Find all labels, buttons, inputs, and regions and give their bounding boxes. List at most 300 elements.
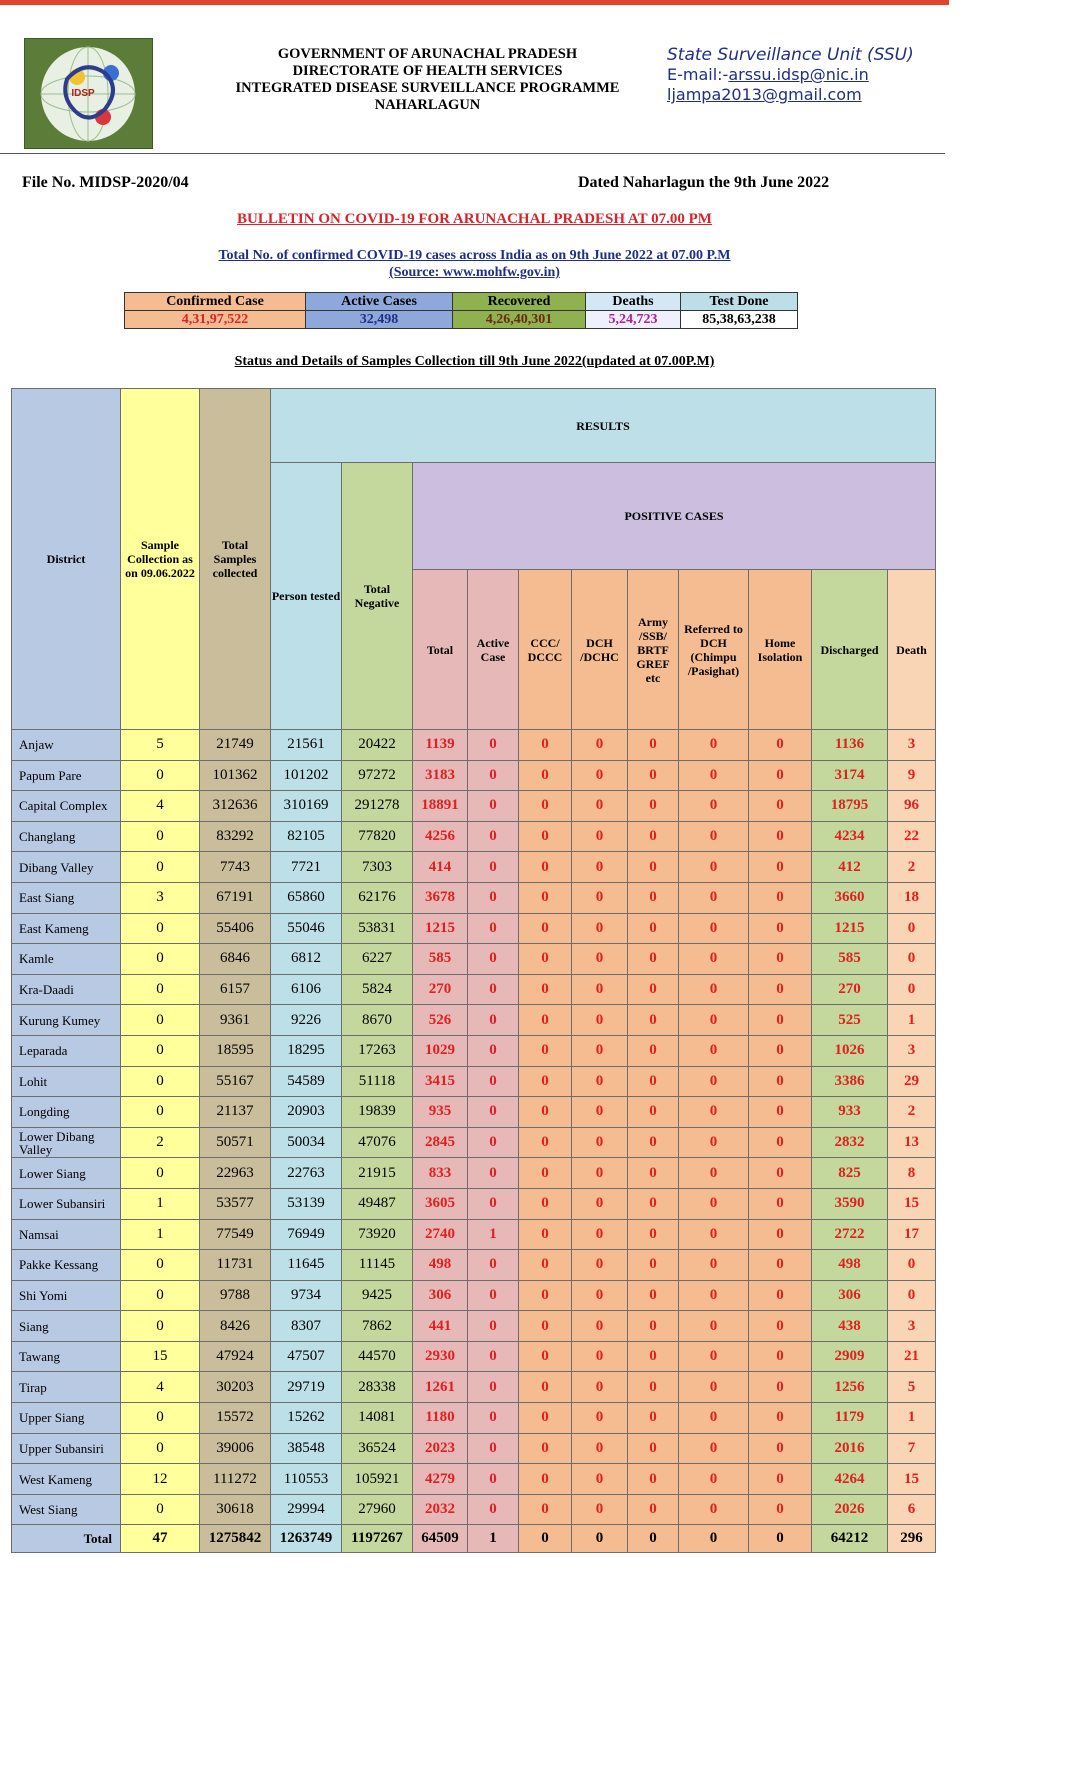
total-negative: 7862 [342, 1311, 413, 1342]
org-line: NAHARLAGUN [374, 97, 481, 113]
total-samples: 30203 [200, 1372, 271, 1403]
tests-header: Test Done [681, 293, 798, 311]
recovered-value: 4,26,40,301 [453, 311, 586, 329]
header-discharged: Discharged [812, 570, 888, 730]
referred-dch: 0 [679, 1494, 749, 1525]
dch-dchc: 0 [572, 852, 628, 883]
active-case: 1 [468, 1219, 519, 1250]
army-ssb: 0 [628, 1219, 679, 1250]
table-row [12, 1188, 936, 1219]
table-row [12, 1097, 936, 1128]
district-name: East Kameng [12, 913, 121, 944]
sample-collection: 1 [121, 1188, 200, 1219]
person-tested: 54589 [271, 1066, 342, 1097]
sample-collection: 0 [121, 974, 200, 1005]
header-results: RESULTS [271, 389, 936, 463]
table-row [12, 1311, 936, 1342]
discharged: 3386 [812, 1066, 888, 1097]
positive-total: 1215 [413, 913, 468, 944]
table-row [12, 1066, 936, 1097]
total-samples: 77549 [200, 1219, 271, 1250]
active-case: 0 [468, 1464, 519, 1495]
person-tested: 8307 [271, 1311, 342, 1342]
total-samples: 11731 [200, 1250, 271, 1281]
person-tested: 9734 [271, 1280, 342, 1311]
total-samples: 55406 [200, 913, 271, 944]
discharged: 3174 [812, 760, 888, 791]
death: 29 [888, 1066, 936, 1097]
ccc-dccc: 0 [519, 882, 572, 913]
army-ssb: 0 [628, 1403, 679, 1434]
dch-dchc: 0 [572, 1097, 628, 1128]
table-row [12, 821, 936, 852]
discharged: 525 [812, 1005, 888, 1036]
table-row [12, 1005, 936, 1036]
person-tested: 76949 [271, 1219, 342, 1250]
dch-dchc: 0 [572, 882, 628, 913]
active-case: 0 [468, 882, 519, 913]
ccc-dccc: 0 [519, 1097, 572, 1128]
army-ssb: 0 [628, 1494, 679, 1525]
table-row [12, 852, 936, 883]
total-samples: 9361 [200, 1005, 271, 1036]
district-name: Kurung Kumey [12, 1005, 121, 1036]
referred-dch: 0 [679, 913, 749, 944]
total-samples: 6846 [200, 944, 271, 975]
active-case: 0 [468, 1066, 519, 1097]
district-name: Tawang [12, 1341, 121, 1372]
discharged: 933 [812, 1097, 888, 1128]
death: 22 [888, 821, 936, 852]
person-tested: 47507 [271, 1341, 342, 1372]
total-negative: 51118 [342, 1066, 413, 1097]
dch-dchc: 0 [572, 1464, 628, 1495]
positive-total: 2740 [413, 1219, 468, 1250]
death: 3 [888, 1035, 936, 1066]
referred-dch: 0 [679, 944, 749, 975]
total-referred: 0 [679, 1525, 749, 1553]
file-number: File No. MIDSP-2020/04 [22, 174, 189, 191]
dch-dchc: 0 [572, 1433, 628, 1464]
sample-collection: 0 [121, 1005, 200, 1036]
district-name: Siang [12, 1311, 121, 1342]
dch-dchc: 0 [572, 1035, 628, 1066]
army-ssb: 0 [628, 1066, 679, 1097]
total-samples: 39006 [200, 1433, 271, 1464]
sample-collection: 4 [121, 791, 200, 822]
discharged: 1179 [812, 1403, 888, 1434]
india-source-link[interactable]: (Source: www.mohfw.gov.in) [389, 265, 560, 280]
total-sample: 47 [121, 1525, 200, 1553]
active-case: 0 [468, 1250, 519, 1281]
dated-line: Dated Naharlagun the 9th June 2022 [578, 174, 830, 191]
active-value: 32,498 [306, 311, 453, 329]
total-label: Total [12, 1525, 121, 1553]
referred-dch: 0 [679, 1035, 749, 1066]
death: 7 [888, 1433, 936, 1464]
recovered-header: Recovered [453, 293, 586, 311]
referred-dch: 0 [679, 760, 749, 791]
dch-dchc: 0 [572, 944, 628, 975]
ccc-dccc: 0 [519, 913, 572, 944]
sample-collection: 3 [121, 882, 200, 913]
dch-dchc: 0 [572, 1372, 628, 1403]
active-case: 0 [468, 944, 519, 975]
total-negative: 47076 [342, 1127, 413, 1158]
positive-total: 4256 [413, 821, 468, 852]
table-row [12, 913, 936, 944]
total-samples: 53577 [200, 1188, 271, 1219]
total-samples: 101362 [200, 760, 271, 791]
death: 0 [888, 1250, 936, 1281]
dch-dchc: 0 [572, 1005, 628, 1036]
discharged: 825 [812, 1158, 888, 1189]
header-dch-dchc: DCH /DCHC [572, 570, 628, 730]
total-army: 0 [628, 1525, 679, 1553]
sample-collection: 0 [121, 1035, 200, 1066]
total-samples: 9788 [200, 1280, 271, 1311]
active-case: 0 [468, 1494, 519, 1525]
dch-dchc: 0 [572, 730, 628, 761]
ccc-dccc: 0 [519, 1372, 572, 1403]
home-isolation: 0 [749, 974, 812, 1005]
home-isolation: 0 [749, 730, 812, 761]
home-isolation: 0 [749, 1403, 812, 1434]
army-ssb: 0 [628, 760, 679, 791]
person-tested: 53139 [271, 1188, 342, 1219]
district-name: Anjaw [12, 730, 121, 761]
active-case: 0 [468, 1127, 519, 1158]
person-tested: 22763 [271, 1158, 342, 1189]
total-dch: 0 [572, 1525, 628, 1553]
home-isolation: 0 [749, 852, 812, 883]
death: 5 [888, 1372, 936, 1403]
referred-dch: 0 [679, 1280, 749, 1311]
person-tested: 15262 [271, 1403, 342, 1434]
sample-collection: 2 [121, 1127, 200, 1158]
person-tested: 6812 [271, 944, 342, 975]
active-case: 0 [468, 1311, 519, 1342]
total-samples: 30618 [200, 1494, 271, 1525]
death: 0 [888, 944, 936, 975]
total-positive: 64509 [413, 1525, 468, 1553]
email-prefix: E-mail:- [667, 65, 729, 84]
total-samples: 55167 [200, 1066, 271, 1097]
sample-collection: 15 [121, 1341, 200, 1372]
discharged: 2909 [812, 1341, 888, 1372]
active-case: 0 [468, 1005, 519, 1036]
total-negative: 5824 [342, 974, 413, 1005]
dch-dchc: 0 [572, 1127, 628, 1158]
ccc-dccc: 0 [519, 1250, 572, 1281]
dch-dchc: 0 [572, 1494, 628, 1525]
referred-dch: 0 [679, 821, 749, 852]
referred-dch: 0 [679, 1250, 749, 1281]
email-link-2[interactable]: ljampa2013@gmail.com [667, 85, 862, 104]
india-title: Total No. of confirmed COVID-19 cases across India as on 9th June 2022 at 07.00 P.M [218, 248, 731, 263]
district-name: Lohit [12, 1066, 121, 1097]
sample-collection: 0 [121, 1097, 200, 1128]
referred-dch: 0 [679, 1005, 749, 1036]
active-case: 0 [468, 974, 519, 1005]
district-name: Longding [12, 1097, 121, 1128]
total-samples: 312636 [200, 791, 271, 822]
table-row [12, 760, 936, 791]
active-case: 0 [468, 760, 519, 791]
active-case: 0 [468, 1280, 519, 1311]
discharged: 1136 [812, 730, 888, 761]
positive-total: 2023 [413, 1433, 468, 1464]
death: 9 [888, 760, 936, 791]
table-row [12, 1464, 936, 1495]
sample-collection: 0 [121, 913, 200, 944]
table-row [12, 1035, 936, 1066]
ccc-dccc: 0 [519, 1403, 572, 1434]
total-negative: 36524 [342, 1433, 413, 1464]
referred-dch: 0 [679, 1219, 749, 1250]
death: 2 [888, 1097, 936, 1128]
total-negative: 73920 [342, 1219, 413, 1250]
person-tested: 82105 [271, 821, 342, 852]
total-samples: 21749 [200, 730, 271, 761]
home-isolation: 0 [749, 1341, 812, 1372]
sample-collection: 0 [121, 760, 200, 791]
sample-collection: 0 [121, 1280, 200, 1311]
positive-total: 1139 [413, 730, 468, 761]
home-isolation: 0 [749, 821, 812, 852]
death: 3 [888, 1311, 936, 1342]
district-name: Capital Complex [12, 791, 121, 822]
ccc-dccc: 0 [519, 944, 572, 975]
home-isolation: 0 [749, 1097, 812, 1128]
army-ssb: 0 [628, 1188, 679, 1219]
total-negative: 77820 [342, 821, 413, 852]
active-case: 0 [468, 1035, 519, 1066]
header-army: Army /SSB/ BRTF GREF etc [628, 570, 679, 730]
positive-total: 2930 [413, 1341, 468, 1372]
home-isolation: 0 [749, 1372, 812, 1403]
referred-dch: 0 [679, 1066, 749, 1097]
idsp-logo [24, 38, 153, 149]
discharged: 4234 [812, 821, 888, 852]
discharged: 2722 [812, 1219, 888, 1250]
army-ssb: 0 [628, 974, 679, 1005]
ccc-dccc: 0 [519, 730, 572, 761]
table-row [12, 1494, 936, 1525]
header-ccc-dccc: CCC/ DCCC [519, 570, 572, 730]
person-tested: 110553 [271, 1464, 342, 1495]
army-ssb: 0 [628, 1158, 679, 1189]
referred-dch: 0 [679, 1188, 749, 1219]
total-ccc: 0 [519, 1525, 572, 1553]
discharged: 2832 [812, 1127, 888, 1158]
army-ssb: 0 [628, 1005, 679, 1036]
district-name: West Kameng [12, 1464, 121, 1495]
confirmed-header: Confirmed Case [125, 293, 306, 311]
sample-collection: 0 [121, 1250, 200, 1281]
total-negative: 28338 [342, 1372, 413, 1403]
total-death: 296 [888, 1525, 936, 1553]
referred-dch: 0 [679, 852, 749, 883]
referred-dch: 0 [679, 1433, 749, 1464]
total-negative: 14081 [342, 1403, 413, 1434]
discharged: 1256 [812, 1372, 888, 1403]
logo-text: IDSP [71, 88, 95, 99]
discharged: 306 [812, 1280, 888, 1311]
header-total-samples: Total Samples collected [200, 389, 271, 730]
total-negative: 27960 [342, 1494, 413, 1525]
total-negative: 97272 [342, 760, 413, 791]
dch-dchc: 0 [572, 974, 628, 1005]
total-negative: 105921 [342, 1464, 413, 1495]
total-negative: 49487 [342, 1188, 413, 1219]
person-tested: 11645 [271, 1250, 342, 1281]
dch-dchc: 0 [572, 791, 628, 822]
home-isolation: 0 [749, 1158, 812, 1189]
district-name: Lower Siang [12, 1158, 121, 1189]
active-case: 0 [468, 1433, 519, 1464]
home-isolation: 0 [749, 882, 812, 913]
referred-dch: 0 [679, 1097, 749, 1128]
total-negative: 291278 [342, 791, 413, 822]
active-case: 0 [468, 1341, 519, 1372]
home-isolation: 0 [749, 1219, 812, 1250]
sample-collection: 1 [121, 1219, 200, 1250]
dch-dchc: 0 [572, 1341, 628, 1372]
army-ssb: 0 [628, 1250, 679, 1281]
total-negative: 21915 [342, 1158, 413, 1189]
dch-dchc: 0 [572, 1250, 628, 1281]
positive-total: 1029 [413, 1035, 468, 1066]
total-negative: 20422 [342, 730, 413, 761]
email-link-1[interactable]: arssu.idsp@nic.in [728, 65, 869, 84]
top-accent-bar [0, 0, 949, 5]
dch-dchc: 0 [572, 821, 628, 852]
ccc-dccc: 0 [519, 1341, 572, 1372]
bulletin-title: BULLETIN ON COVID-19 FOR ARUNACHAL PRADESH AT 07.00 PM [237, 211, 712, 227]
sample-collection: 5 [121, 730, 200, 761]
district-name: Leparada [12, 1035, 121, 1066]
dch-dchc: 0 [572, 1403, 628, 1434]
death: 0 [888, 974, 936, 1005]
discharged: 2016 [812, 1433, 888, 1464]
total-person-tested: 1263749 [271, 1525, 342, 1553]
positive-total: 1180 [413, 1403, 468, 1434]
referred-dch: 0 [679, 1341, 749, 1372]
referred-dch: 0 [679, 882, 749, 913]
district-name: Pakke Kessang [12, 1250, 121, 1281]
dch-dchc: 0 [572, 760, 628, 791]
header-referred: Referred to DCH (Chimpu /Pasighat) [679, 570, 749, 730]
district-name: Papum Pare [12, 760, 121, 791]
death: 15 [888, 1464, 936, 1495]
army-ssb: 0 [628, 1464, 679, 1495]
total-samples: 50571 [200, 1127, 271, 1158]
army-ssb: 0 [628, 913, 679, 944]
referred-dch: 0 [679, 1127, 749, 1158]
india-summary-table [124, 292, 798, 329]
referred-dch: 0 [679, 974, 749, 1005]
home-isolation: 0 [749, 1494, 812, 1525]
header-death: Death [888, 570, 936, 730]
total-negative: 53831 [342, 913, 413, 944]
total-home: 0 [749, 1525, 812, 1553]
ccc-dccc: 0 [519, 1127, 572, 1158]
positive-total: 441 [413, 1311, 468, 1342]
total-samples: 111272 [200, 1464, 271, 1495]
total-negative: 9425 [342, 1280, 413, 1311]
positive-total: 18891 [413, 791, 468, 822]
person-tested: 55046 [271, 913, 342, 944]
ccc-dccc: 0 [519, 1311, 572, 1342]
person-tested: 21561 [271, 730, 342, 761]
confirmed-value: 4,31,97,522 [125, 311, 306, 329]
sample-collection: 0 [121, 1158, 200, 1189]
org-line: INTEGRATED DISEASE SURVEILLANCE PROGRAMME [235, 80, 620, 96]
header-total-negative: Total Negative [342, 463, 413, 730]
referred-dch: 0 [679, 1311, 749, 1342]
sample-collection: 0 [121, 1403, 200, 1434]
header-sample-collection: Sample Collection as on 09.06.2022 [121, 389, 200, 730]
table-row [12, 1341, 936, 1372]
ccc-dccc: 0 [519, 821, 572, 852]
person-tested: 7721 [271, 852, 342, 883]
header-divider [0, 153, 945, 154]
active-case: 0 [468, 730, 519, 761]
active-case: 0 [468, 1188, 519, 1219]
ccc-dccc: 0 [519, 1066, 572, 1097]
home-isolation: 0 [749, 913, 812, 944]
home-isolation: 0 [749, 944, 812, 975]
person-tested: 20903 [271, 1097, 342, 1128]
positive-total: 270 [413, 974, 468, 1005]
person-tested: 101202 [271, 760, 342, 791]
positive-total: 2845 [413, 1127, 468, 1158]
org-line: GOVERNMENT OF ARUNACHAL PRADESH [277, 46, 578, 62]
person-tested: 29994 [271, 1494, 342, 1525]
total-samples-collected: 1275842 [200, 1525, 271, 1553]
ccc-dccc: 0 [519, 760, 572, 791]
active-case: 0 [468, 791, 519, 822]
deaths-header: Deaths [586, 293, 681, 311]
death: 6 [888, 1494, 936, 1525]
army-ssb: 0 [628, 1035, 679, 1066]
header-active-case: Active Case [468, 570, 519, 730]
ccc-dccc: 0 [519, 1219, 572, 1250]
referred-dch: 0 [679, 1403, 749, 1434]
positive-total: 4279 [413, 1464, 468, 1495]
total-negative: 1197267 [342, 1525, 413, 1553]
dch-dchc: 0 [572, 913, 628, 944]
person-tested: 29719 [271, 1372, 342, 1403]
district-name: Namsai [12, 1219, 121, 1250]
header-positive-cases: POSITIVE CASES [413, 463, 936, 570]
total-negative: 11145 [342, 1250, 413, 1281]
death: 0 [888, 913, 936, 944]
table-row [12, 1219, 936, 1250]
positive-total: 526 [413, 1005, 468, 1036]
dch-dchc: 0 [572, 1066, 628, 1097]
discharged: 1026 [812, 1035, 888, 1066]
army-ssb: 0 [628, 791, 679, 822]
positive-total: 585 [413, 944, 468, 975]
district-name: East Siang [12, 882, 121, 913]
army-ssb: 0 [628, 1433, 679, 1464]
district-rows [12, 730, 936, 1525]
discharged: 585 [812, 944, 888, 975]
person-tested: 9226 [271, 1005, 342, 1036]
organization-header [200, 46, 655, 114]
